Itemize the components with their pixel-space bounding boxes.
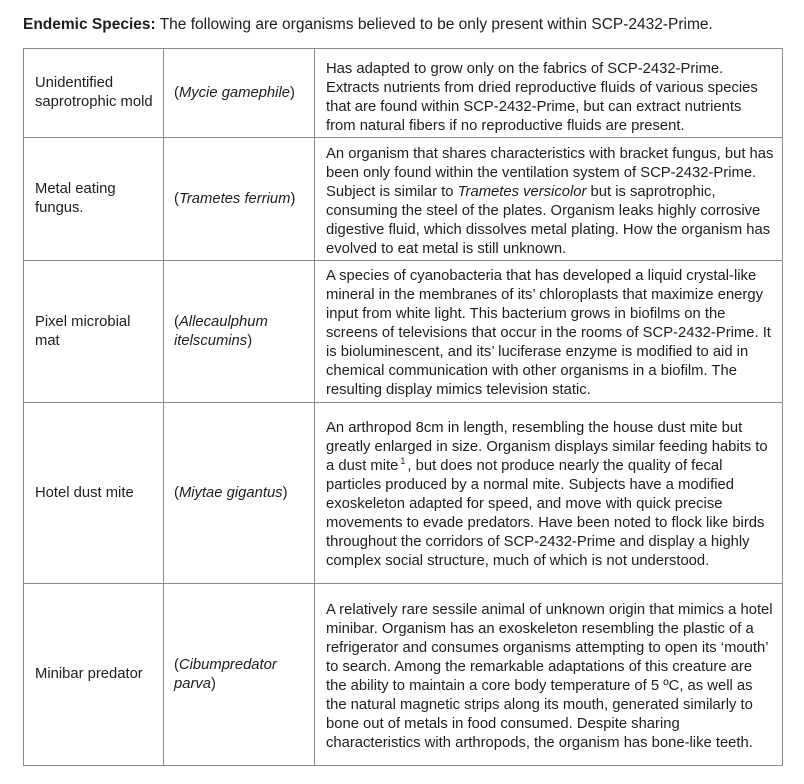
table-row [24, 261, 783, 403]
description-cell [315, 49, 783, 138]
intro-text [23, 14, 713, 36]
italic-species-name: Trametes versicolor [457, 184, 587, 200]
intro-label: Endemic Species: [23, 16, 156, 33]
common-name-cell [24, 403, 164, 584]
scientific-name-cell: (Allecaulphum itelscumins) [164, 261, 315, 403]
description-text: A species of cyanobacteria that has developed a liquid crystal-like mineral in the membranes of its’ chloroplasts that maximize energy input from white light. This bacterium grows in biofilms on the screens of televisions that occur in the rooms of SCP-2432-Prime. It is bioluminescent, and its’ luciferase enzyme is modified to aid in chemical communication with other organisms in a biofilm. The resulting display mimics television static. [326, 268, 771, 398]
scientific-name: Cibumpredator parva [174, 656, 277, 692]
common-name: Hotel dust mite [35, 484, 134, 501]
table-row [24, 49, 783, 138]
common-name-cell [24, 49, 164, 138]
table-row [24, 584, 783, 766]
description-text: An arthropod 8cm in length, resembling the house dust mite but greatly enlarged in size. Organism displays similar feeding habits to a dust mite $^1$ , but does not produce nearly the quality of fecal particles produced by a normal mite. Subjects have a modified exoskeleton adapted for speed, and move with quick precise movements to evade predators. Have been noted to flock like birds throughout the corridors of SCP-2432-Prime and display a highly complex social structure, much of which is not understood. [326, 420, 768, 569]
scientific-name-cell: (Cibumpredator parva) [164, 584, 315, 766]
description-cell [315, 584, 783, 766]
common-name-cell [24, 261, 164, 403]
description-text: An organism that shares characteristics with bracket fungus, but has been only found within the ventilation system of SCP-2432-Prime. Subject is similar to Trametes versicolor but is saprotrophic, consuming the steel of the plates. Organism leaks highly corrosive digestive fluid, which dissolves metal plating. How the organism has evolved to eat metal is still unknown. [326, 146, 774, 257]
description-cell [315, 138, 783, 261]
table-row [24, 138, 783, 261]
footnote-marker[interactable]: 1 [400, 456, 406, 467]
description-cell [315, 261, 783, 403]
common-name-cell [24, 584, 164, 766]
description-text: Has adapted to grow only on the fabrics of SCP-2432-Prime. Extracts nutrients from dried reproductive fluids of various species that are found within SCP-2432-Prime, but can extract nutrients from natural fibers if no reproductive fluids are present. [326, 61, 758, 134]
common-name: Pixel microbial mat [35, 313, 131, 349]
description-cell [315, 403, 783, 584]
table-row [24, 403, 783, 584]
scientific-name-cell: (Miytae gigantus) [164, 403, 315, 584]
common-name: Unidentified saprotrophic mold [35, 75, 153, 110]
scientific-name: Allecaulphum itelscumins [174, 313, 268, 349]
scientific-name: Miytae gigantus [178, 484, 283, 501]
scientific-name-cell: (Mycie gamephile) [164, 49, 315, 138]
intro-body: The following are organisms believed to be only present within SCP-2432-Prime. [159, 16, 713, 33]
common-name: Minibar predator [35, 666, 143, 682]
description-text: A relatively rare sessile animal of unknown origin that mimics a hotel minibar. Organism has an exoskeleton resembling the plastic of a refrigerator and consumes organisms attempting to open its ‘mouth’ to search. Among the remarkable adaptations of this creature are the ability to maintain a core body temperature of 5 ºC, as well as the natural magnetic strips along its mouth, generated similarly to bone out of metals in food consumed. Despite sharing characteristics with arthropods, the organism has bone-like teeth. [326, 601, 773, 751]
common-name: Metal eating fungus. [35, 181, 116, 216]
common-name-cell [24, 138, 164, 261]
scientific-name: Mycie gamephile [178, 84, 290, 101]
endemic-species-table [23, 48, 783, 766]
scientific-name: Trametes ferrium [178, 190, 291, 207]
scientific-name-cell: (Trametes ferrium) [164, 138, 315, 261]
